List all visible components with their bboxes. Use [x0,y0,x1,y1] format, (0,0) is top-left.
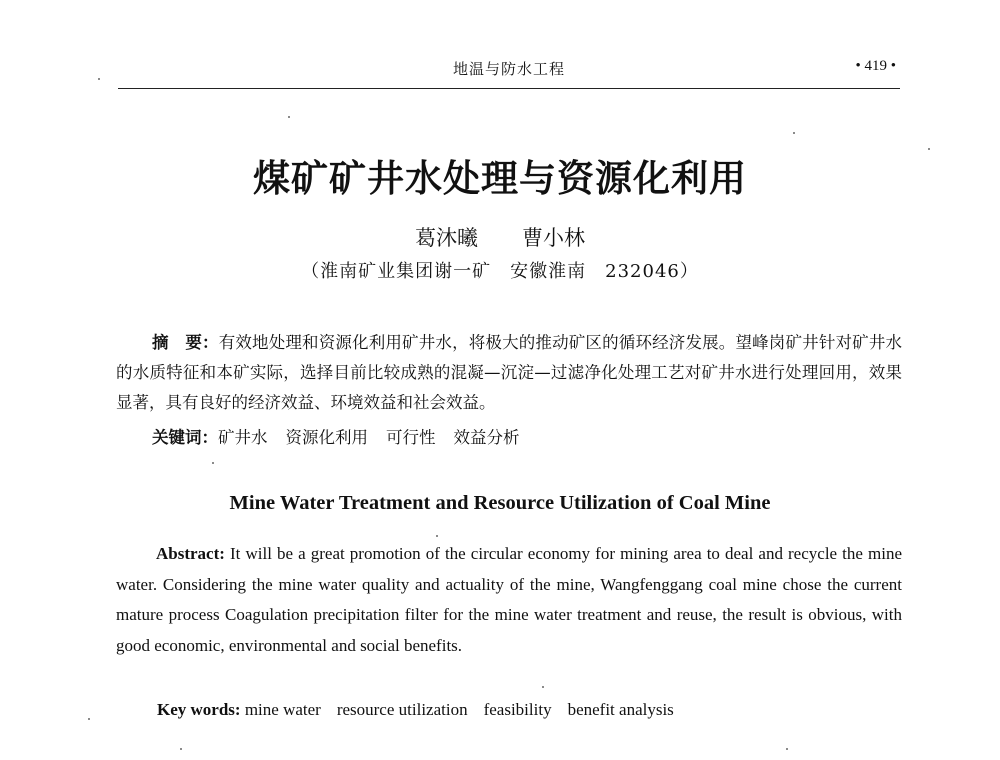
keywords-en-label: Key words: [157,700,241,719]
abstract-cn-label: 摘 要： [152,333,219,352]
abstract-en-text: It will be a great promotion of the circular economy for mining area to deal and recycle the mine water. Considering the mine water quality and actuality of the mine, Wangfenggang coal mine chose the current mature process Coagulation precipitation filter for the mine water treatment and reuse, the result is obvious, with good economic, environmental and social benefits. [116,544,903,655]
scan-speck [542,686,544,688]
scan-speck [180,748,182,750]
keyword-cn: 矿井水 [218,428,268,447]
affiliation: （淮南矿业集团谢一矿 安徽淮南 232046） [301,261,699,282]
keyword-en: feasibility [483,700,552,719]
keywords-cn [152,424,538,448]
abstract-en [116,539,902,661]
keywords-cn-label: 关键词： [152,428,218,447]
scan-speck [98,78,100,80]
abstract-cn-text: 有效地处理和资源化利用矿井水，将极大的推动矿区的循环经济发展。望峰岗矿井针对矿井水的水质特征和本矿实际，选择目前比较成熟的混凝—沉淀—过滤净化处理工艺对矿井水进行处理回用，效果显著，具有良好的经济效益、环境效益和社会效益。 [116,333,903,412]
keyword-en: mine water [244,700,321,719]
running-header [118,52,900,92]
scan-speck [88,718,90,720]
scan-speck [212,462,214,464]
keyword-cn: 效益分析 [453,428,520,447]
abstract-en-label: Abstract: [156,544,225,563]
keyword-cn: 可行性 [386,428,436,447]
scan-speck [793,132,795,134]
keyword-en: benefit analysis [567,700,674,719]
abstract-cn [116,328,902,418]
keyword-en: resource utilization [336,700,468,719]
keywords-en [157,700,690,720]
author-name: 葛沐曦 [415,226,478,250]
author-name: 曹小林 [522,226,585,250]
scan-speck [786,748,788,750]
page-number: • 419 • [855,58,896,74]
scan-speck [436,535,438,537]
article-title-en: Mine Water Treatment and Resource Utilization of Coal Mine [229,492,771,514]
header-rule [118,88,900,89]
article-title: 煤矿矿井水处理与资源化利用 [253,157,747,200]
authors [0,222,1000,252]
running-title: 地温与防水工程 [452,60,565,78]
scan-speck [928,148,930,150]
keyword-cn: 资源化利用 [285,428,368,447]
scan-speck [288,116,290,118]
